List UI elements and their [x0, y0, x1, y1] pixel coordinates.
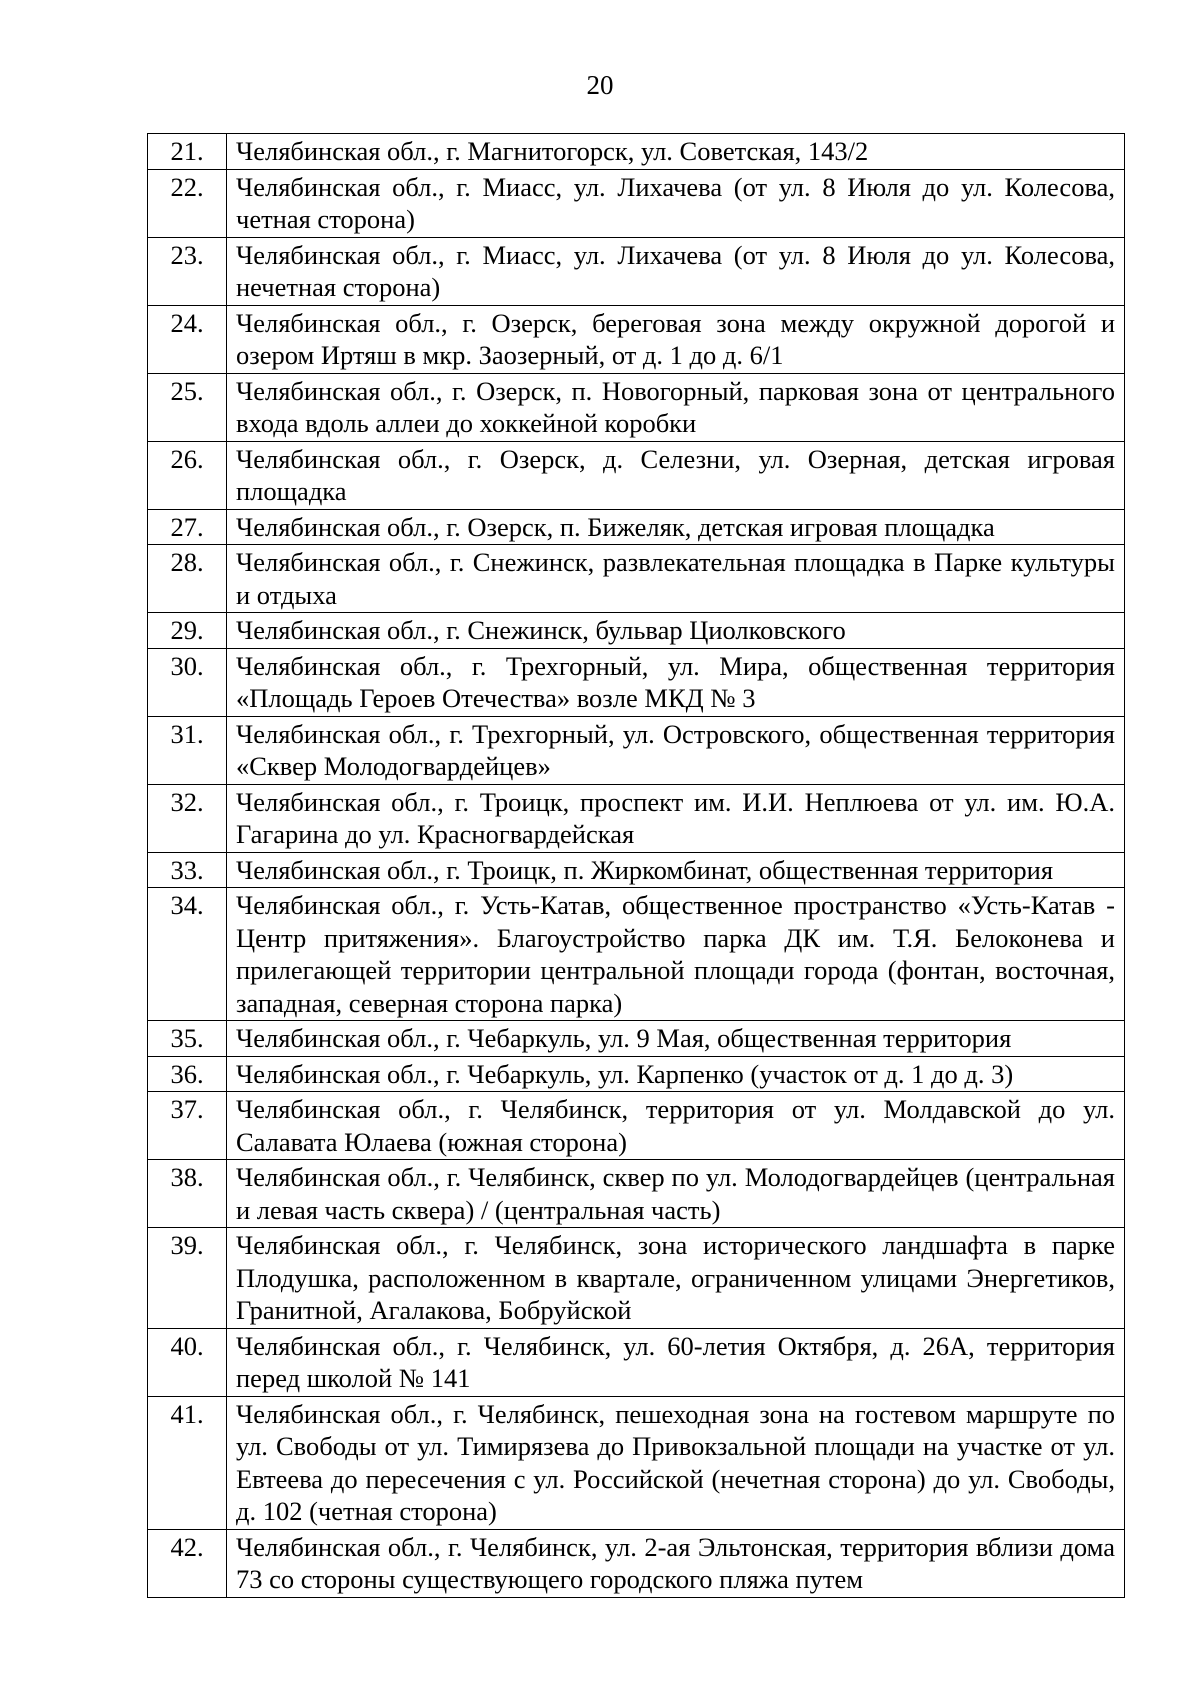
row-number: 36. [148, 1056, 227, 1092]
table-row [148, 1056, 1125, 1092]
table-row [148, 373, 1125, 441]
row-address: Челябинская обл., г. Озерск, береговая зона между окружной дорогой и озером Иртяш в мкр. Заозерный, от д. 1 до д. 6/1 [227, 305, 1125, 373]
table-row [148, 169, 1125, 237]
row-address: Челябинская обл., г. Озерск, д. Селезни, ул. Озерная, детская игровая площадка [227, 441, 1125, 509]
row-address: Челябинская обл., г. Челябинск, сквер по ул. Молодогвардейцев (центральная и левая часть сквера) / (центральная часть) [227, 1160, 1125, 1228]
row-address: Челябинская обл., г. Челябинск, ул. 60-летия Октября, д. 26А, территория перед школой № 141 [227, 1328, 1125, 1396]
row-address: Челябинская обл., г. Миасс, ул. Лихачева (от ул. 8 Июля до ул. Колесова, четная сторона) [227, 169, 1125, 237]
row-number: 22. [148, 169, 227, 237]
row-number: 40. [148, 1328, 227, 1396]
row-number: 27. [148, 509, 227, 545]
table-row [148, 509, 1125, 545]
table-row [148, 237, 1125, 305]
row-address: Челябинская обл., г. Магнитогорск, ул. Советская, 143/2 [227, 134, 1125, 170]
table-row [148, 1160, 1125, 1228]
row-number: 31. [148, 716, 227, 784]
table-row [148, 716, 1125, 784]
row-address: Челябинская обл., г. Усть-Катав, общественное пространство «Усть-Катав - Центр притяжения». Благоустройство парка ДК им. Т.Я. Белоконева и прилегающей территории центральной площади города (фонтан, восточная, западная, северная сторона парка) [227, 888, 1125, 1021]
table-row [148, 1021, 1125, 1057]
row-number: 33. [148, 852, 227, 888]
row-number: 39. [148, 1228, 227, 1329]
row-number: 21. [148, 134, 227, 170]
table-row [148, 1328, 1125, 1396]
row-address: Челябинская обл., г. Челябинск, пешеходная зона на гостевом маршруте по ул. Свободы от ул. Тимирязева до Привокзальной площади на участке от ул. Евтеева до пересечения с ул. Российской (нечетная сторона) до ул. Свободы, д. 102 (четная сторона) [227, 1396, 1125, 1529]
locations-table [147, 133, 1125, 1598]
table-row [148, 1228, 1125, 1329]
row-number: 42. [148, 1529, 227, 1597]
row-number: 37. [148, 1092, 227, 1160]
row-address: Челябинская обл., г. Челябинск, ул. 2-ая Эльтонская, территория вблизи дома 73 со стороны существующего городского пляжа путем [227, 1529, 1125, 1597]
row-address: Челябинская обл., г. Озерск, п. Новогорный, парковая зона от центрального входа вдоль аллеи до хоккейной коробки [227, 373, 1125, 441]
row-number: 28. [148, 545, 227, 613]
table-row [148, 852, 1125, 888]
row-address: Челябинская обл., г. Трехгорный, ул. Островского, общественная территория «Сквер Молодогвардейцев» [227, 716, 1125, 784]
table-row [148, 1529, 1125, 1597]
row-address: Челябинская обл., г. Трехгорный, ул. Мира, общественная территория «Площадь Героев Отечества» возле МКД № 3 [227, 648, 1125, 716]
row-number: 41. [148, 1396, 227, 1529]
row-number: 26. [148, 441, 227, 509]
row-address: Челябинская обл., г. Челябинск, территория от ул. Молдавской до ул. Салавата Юлаева (южная сторона) [227, 1092, 1125, 1160]
table-row [148, 784, 1125, 852]
row-address: Челябинская обл., г. Чебаркуль, ул. 9 Мая, общественная территория [227, 1021, 1125, 1057]
row-number: 35. [148, 1021, 227, 1057]
table-row [148, 888, 1125, 1021]
table-row [148, 545, 1125, 613]
row-address: Челябинская обл., г. Троицк, п. Жиркомбинат, общественная территория [227, 852, 1125, 888]
row-number: 32. [148, 784, 227, 852]
row-address: Челябинская обл., г. Троицк, проспект им. И.И. Неплюева от ул. им. Ю.А. Гагарина до ул. Красногвардейская [227, 784, 1125, 852]
row-address: Челябинская обл., г. Снежинск, развлекательная площадка в Парке культуры и отдыха [227, 545, 1125, 613]
locations-table-body [148, 134, 1125, 1598]
table-row [148, 1396, 1125, 1529]
row-address: Челябинская обл., г. Чебаркуль, ул. Карпенко (участок от д. 1 до д. 3) [227, 1056, 1125, 1092]
row-number: 23. [148, 237, 227, 305]
row-number: 24. [148, 305, 227, 373]
table-row [148, 648, 1125, 716]
row-address: Челябинская обл., г. Миасс, ул. Лихачева (от ул. 8 Июля до ул. Колесова, нечетная сторона) [227, 237, 1125, 305]
row-address: Челябинская обл., г. Снежинск, бульвар Циолковского [227, 613, 1125, 649]
row-number: 38. [148, 1160, 227, 1228]
row-number: 30. [148, 648, 227, 716]
row-number: 29. [148, 613, 227, 649]
row-address: Челябинская обл., г. Челябинск, зона исторического ландшафта в парке Плодушка, расположенном в квартале, ограниченном улицами Энергетиков, Гранитной, Агалакова, Бобруйской [227, 1228, 1125, 1329]
row-address: Челябинская обл., г. Озерск, п. Бижеляк, детская игровая площадка [227, 509, 1125, 545]
row-number: 25. [148, 373, 227, 441]
table-row [148, 441, 1125, 509]
table-row [148, 613, 1125, 649]
page-number: 20 [586, 70, 614, 100]
row-number: 34. [148, 888, 227, 1021]
table-row [148, 305, 1125, 373]
table-row [148, 134, 1125, 170]
table-row [148, 1092, 1125, 1160]
